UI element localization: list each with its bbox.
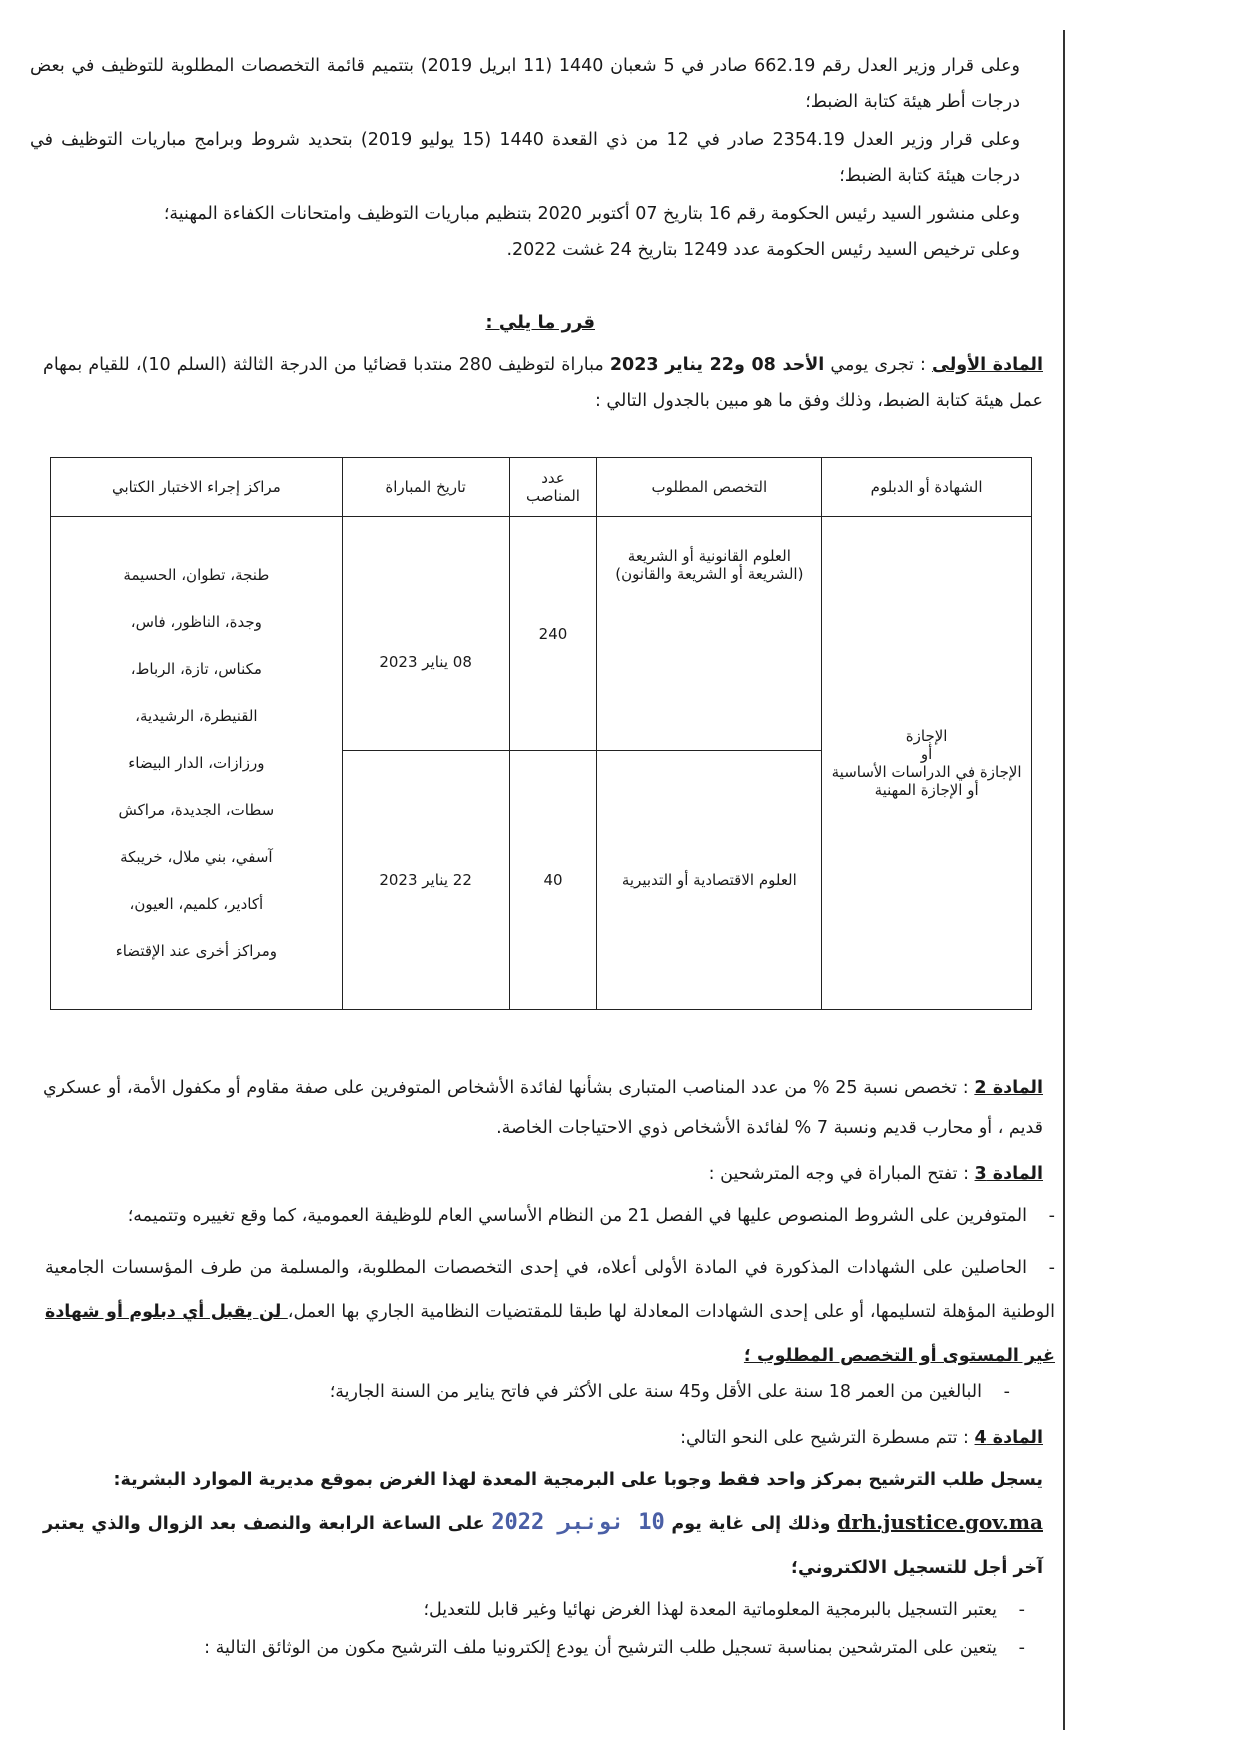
diploma-line: الإجازة في الدراسات الأساسية <box>831 763 1022 781</box>
date-cell: 22 يناير 2023 <box>342 751 509 1010</box>
center-line: القنيطرة، الرشيدية، <box>135 706 258 725</box>
center-line: آسفي، بني ملال، خريبكة <box>120 847 273 866</box>
bullet-text: البالغين من العمر 18 سنة على الأقل و45 سنة على الأكثر في فاتح يناير من السنة الجارية؛ <box>329 1382 982 1402</box>
posts-cell: 240 <box>509 517 597 751</box>
article-1-text: مباراة لتوظيف 280 منتدبا قضائيا من الدرجة الثالثة (السلم 10)، للقيام بمهام عمل هيئة كتابة الضبط، وذلك وفق ما هو مبين بالجدول التالي : <box>43 355 1043 411</box>
decision-heading: قرر ما يلي : <box>485 312 595 333</box>
positions-table <box>50 457 1032 1010</box>
bullet-dash: - <box>1018 1638 1025 1658</box>
article-2 <box>43 1068 1043 1148</box>
posts-cell: 40 <box>509 751 597 1010</box>
centers-cell <box>51 517 343 1010</box>
article-4-text: : تتم مسطرة الترشيح على النحو التالي: <box>680 1428 975 1448</box>
bullet-dash: - <box>1003 1382 1010 1402</box>
center-line: وجدة، الناظور، فاس، <box>130 612 262 631</box>
date-stamp: 10 نونبر 2022 <box>491 1510 665 1535</box>
header-diploma: الشهادة أو الدبلوم <box>822 458 1032 517</box>
diploma-line: أو <box>920 745 933 763</box>
article-1-pre: : تجرى يومي <box>824 355 932 375</box>
table-row <box>51 517 1032 751</box>
article-2-label: المادة 2 <box>974 1078 1043 1098</box>
article-1-dates: الأحد 08 و22 يناير 2023 <box>609 355 825 375</box>
article-4-bullet-1 <box>35 1592 1025 1628</box>
deadline-pre: وذلك إلى غاية يوم <box>664 1514 838 1534</box>
article-3-bullet-2 <box>45 1246 1055 1378</box>
bullet-text: يتعين على المترشحين بمناسبة تسجيل طلب الترشيح أن يودع إلكترونيا ملف الترشيح مكون من الوثائق التالية : <box>204 1638 997 1658</box>
center-line: ومراكز أخرى عند الإقتضاء <box>115 941 277 960</box>
article-3-bullet-1 <box>45 1198 1055 1234</box>
preamble-2: وعلى قرار وزير العدل 2354.19 صادر في 12 من ذي القعدة 1440 (15 يوليو 2019) بتحديد شروط وبرامج مباريات التوظيف في درجات هيئة كتابة الضبط؛ <box>30 130 1021 186</box>
article-3-label: المادة 3 <box>974 1164 1043 1184</box>
header-centers: مراكز إجراء الاختبار الكتابي <box>51 458 343 517</box>
header-posts: عدد المناصب <box>509 458 597 517</box>
article-4 <box>43 1420 1043 1456</box>
article-4-bullet-2 <box>35 1630 1025 1666</box>
center-line: سطات، الجديدة، مراكش <box>118 800 275 819</box>
margin-rule <box>1063 30 1065 1730</box>
bullet-emphasis: لن يقبل أي دبلوم أو شهادة غير المستوى أو التخصص المطلوب ؛ <box>45 1302 1055 1366</box>
article-4-label: المادة 4 <box>974 1428 1043 1448</box>
article-1 <box>43 347 1043 419</box>
article-1-label: المادة الأولى <box>931 355 1043 375</box>
preamble-3: وعلى منشور السيد رئيس الحكومة رقم 16 بتاريخ 07 أكتوبر 2020 بتنظيم مباريات التوظيف وامتحانات الكفاءة المهنية؛ <box>163 204 1020 224</box>
article-2-text: : تخصص نسبة 25 % من عدد المناصب المتبارى بشأنها لفائدة الأشخاص المتوفرين على صفة مقاوم أو مكفول الأمة، أو عسكري قديم ، أو محارب قديم ونسبة 7 % لفائدة الأشخاص ذوي الاحتياجات الخاصة. <box>43 1078 1043 1138</box>
diploma-line: أو الإجازة المهنية <box>874 781 979 799</box>
bullet-text: يعتبر التسجيل بالبرمجية المعلوماتية المعدة لهذا الغرض نهائيا وغير قابل للتعديل؛ <box>423 1600 997 1620</box>
registration-url[interactable]: drh.justice.gov.ma <box>837 1510 1043 1534</box>
article-4-register: يسجل طلب الترشيح بمركز واحد فقط وجوبا على البرمجية المعدة لهذا الغرض بموقع مديرية الموارد البشرية: <box>113 1470 1043 1490</box>
article-3-text: : تفتح المباراة في وجه المترشحين : <box>708 1164 975 1184</box>
preamble-1: وعلى قرار وزير العدل رقم 662.19 صادر في 5 شعبان 1440 (11 ابريل 2019) بتتميم قائمة التخصصات المطلوبة للتوظيف في بعض درجات أطر هيئة كتابة الضبط؛ <box>30 56 1020 112</box>
bullet-text: المتوفرين على الشروط المنصوص عليها في الفصل 21 من النظام الأساسي العام للوظيفة العمومية، كما وقع تغييره وتتميمه؛ <box>127 1206 1027 1226</box>
article-3-bullet-3 <box>110 1374 1010 1410</box>
article-3 <box>43 1156 1043 1192</box>
header-specialty: التخصص المطلوب <box>597 458 822 517</box>
center-line: أكادير، كلميم، العيون، <box>129 894 264 913</box>
table-header-row <box>51 458 1032 517</box>
bullet-dash: - <box>1018 1600 1025 1620</box>
date-cell: 08 يناير 2023 <box>342 517 509 751</box>
center-line: ورزازات، الدار البيضاء <box>128 753 265 772</box>
article-4-deadline <box>43 1500 1043 1590</box>
center-line: مكناس، تازة، الرباط، <box>130 659 262 678</box>
diploma-cell <box>822 517 1032 1010</box>
specialty-cell: العلوم الاقتصادية أو التدبيرية <box>597 751 822 1010</box>
bullet-dash: - <box>1048 1206 1055 1226</box>
bullet-dash: - <box>1048 1258 1055 1278</box>
preamble-4: وعلى ترخيص السيد رئيس الحكومة عدد 1249 بتاريخ 24 غشت 2022. <box>506 240 1020 260</box>
deadline-post: على الساعة الرابعة والنصف بعد الزوال والذي يعتبر آخر أجل للتسجيل الالكتروني؛ <box>43 1514 1043 1578</box>
specialty-cell: العلوم القانونية أو الشريعة (الشريعة أو الشريعة والقانون) <box>597 517 822 751</box>
diploma-line: الإجازة <box>905 727 948 745</box>
header-date: تاريخ المباراة <box>342 458 509 517</box>
center-line: طنجة، تطوان، الحسيمة <box>123 565 270 584</box>
bullet-text: الحاصلين على الشهادات المذكورة في المادة الأولى أعلاه، في إحدى التخصصات المطلوبة، والمسلمة من طرف المؤسسات الجامعية الوطنية المؤهلة لتسليمها، أو على إحدى الشهادات المعادلة لها طبقا للمقتضيات النظامية الجاري بها العمل، <box>45 1258 1055 1322</box>
